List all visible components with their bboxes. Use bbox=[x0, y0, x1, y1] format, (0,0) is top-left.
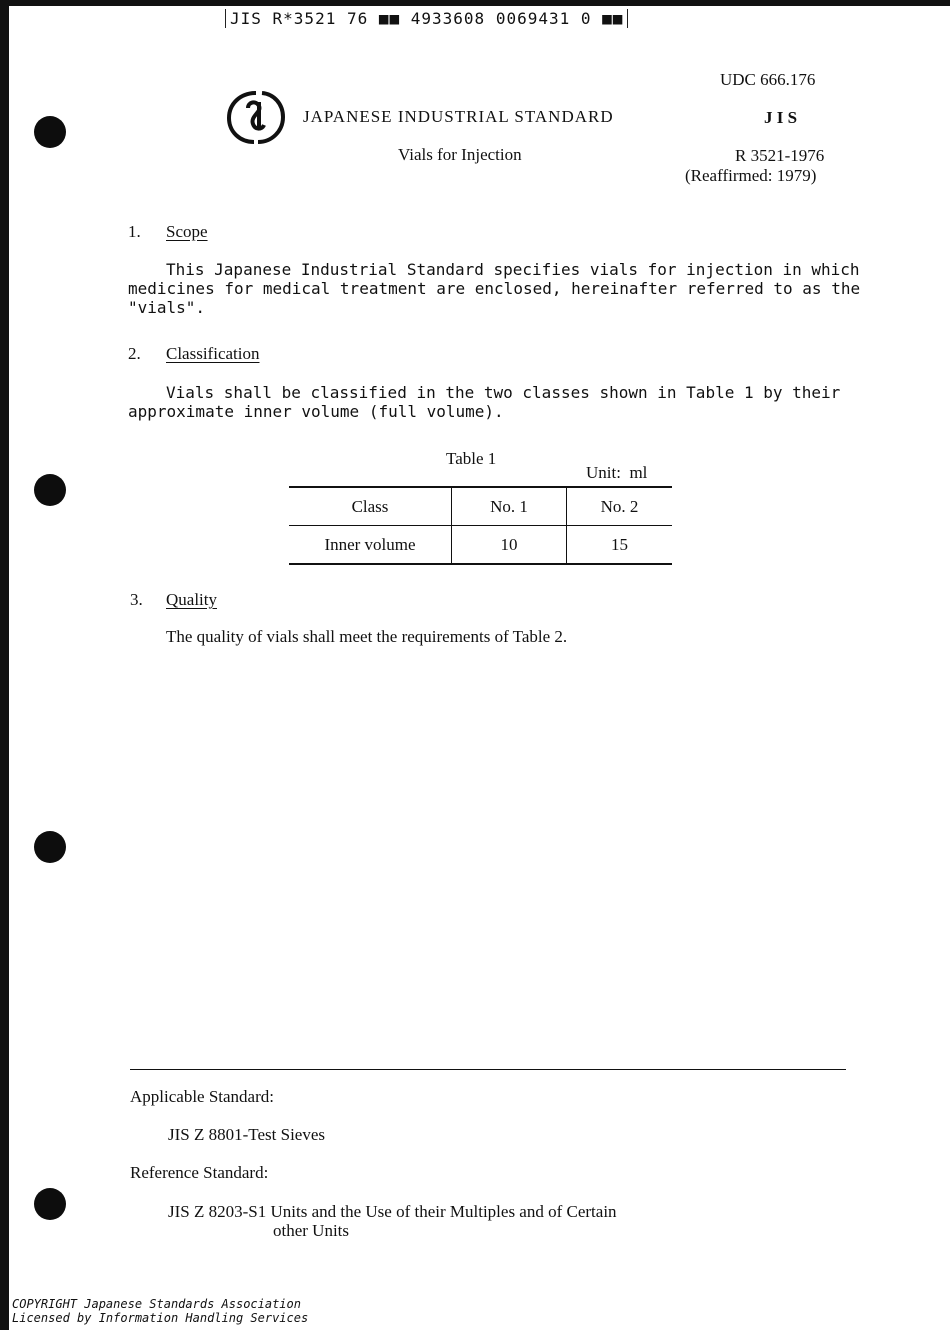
scan-left-edge bbox=[0, 0, 9, 1330]
table-unit: Unit: ml bbox=[586, 463, 648, 482]
reference-standard-item-cont: other Units bbox=[273, 1221, 350, 1240]
punch-hole-4 bbox=[34, 1188, 66, 1220]
table-row bbox=[289, 526, 672, 565]
copyright-line: COPYRIGHT Japanese Standards Association bbox=[12, 1297, 301, 1311]
classification-text-line: Vials shall be classified in the two classes shown in Table 1 by their bbox=[166, 383, 841, 402]
jis-logo-icon bbox=[226, 88, 286, 146]
classification-text-line: approximate inner volume (full volume). bbox=[128, 402, 504, 421]
document-code: JIS R*3521 76 ■■ 4933608 0069431 0 ■■ bbox=[225, 9, 628, 28]
classification-table bbox=[289, 486, 672, 565]
table-header-row bbox=[289, 487, 672, 526]
standard-number: R 3521-1976 bbox=[735, 146, 825, 165]
table-caption: Table 1 bbox=[446, 449, 497, 468]
punch-hole-3 bbox=[34, 831, 66, 863]
section-number: 3. bbox=[130, 590, 143, 609]
table-cell: 10 bbox=[452, 526, 567, 565]
organization-name: JAPANESE INDUSTRIAL STANDARD bbox=[303, 107, 614, 126]
applicable-standard-label: Applicable Standard: bbox=[130, 1087, 274, 1106]
reference-standard-item: JIS Z 8203-S1 Units and the Use of their Multiples and of Certain bbox=[168, 1202, 617, 1221]
reaffirmed-date: (Reaffirmed: 1979) bbox=[685, 166, 817, 185]
section-divider bbox=[130, 1069, 846, 1070]
table-cell: 15 bbox=[567, 526, 673, 565]
applicable-standard-item: JIS Z 8801-Test Sieves bbox=[168, 1125, 325, 1144]
section-heading-scope: Scope bbox=[166, 222, 208, 241]
scope-text-line: medicines for medical treatment are enclosed, hereinafter referred to as the bbox=[128, 279, 861, 298]
reference-standard-label: Reference Standard: bbox=[130, 1163, 269, 1182]
udc-number: UDC 666.176 bbox=[720, 70, 816, 89]
scope-text-line: This Japanese Industrial Standard specifies vials for injection in which bbox=[166, 260, 860, 279]
section-heading-classification: Classification bbox=[166, 344, 260, 363]
document-title: Vials for Injection bbox=[398, 145, 522, 164]
quality-text-line: The quality of vials shall meet the requirements of Table 2. bbox=[166, 627, 568, 646]
table-header-cell: Class bbox=[289, 487, 452, 526]
punch-hole-1 bbox=[34, 116, 66, 148]
section-number: 2. bbox=[128, 344, 141, 363]
section-number: 1. bbox=[128, 222, 141, 241]
license-line: Licensed by Information Handling Services bbox=[12, 1311, 309, 1325]
table-header-cell: No. 1 bbox=[452, 487, 567, 526]
table-header-cell: No. 2 bbox=[567, 487, 673, 526]
scope-text-line: "vials". bbox=[128, 298, 206, 317]
punch-hole-2 bbox=[34, 474, 66, 506]
scan-top-edge bbox=[9, 0, 950, 6]
table-cell: Inner volume bbox=[289, 526, 452, 565]
jis-mark: J I S bbox=[764, 108, 798, 127]
section-heading-quality: Quality bbox=[166, 590, 217, 609]
